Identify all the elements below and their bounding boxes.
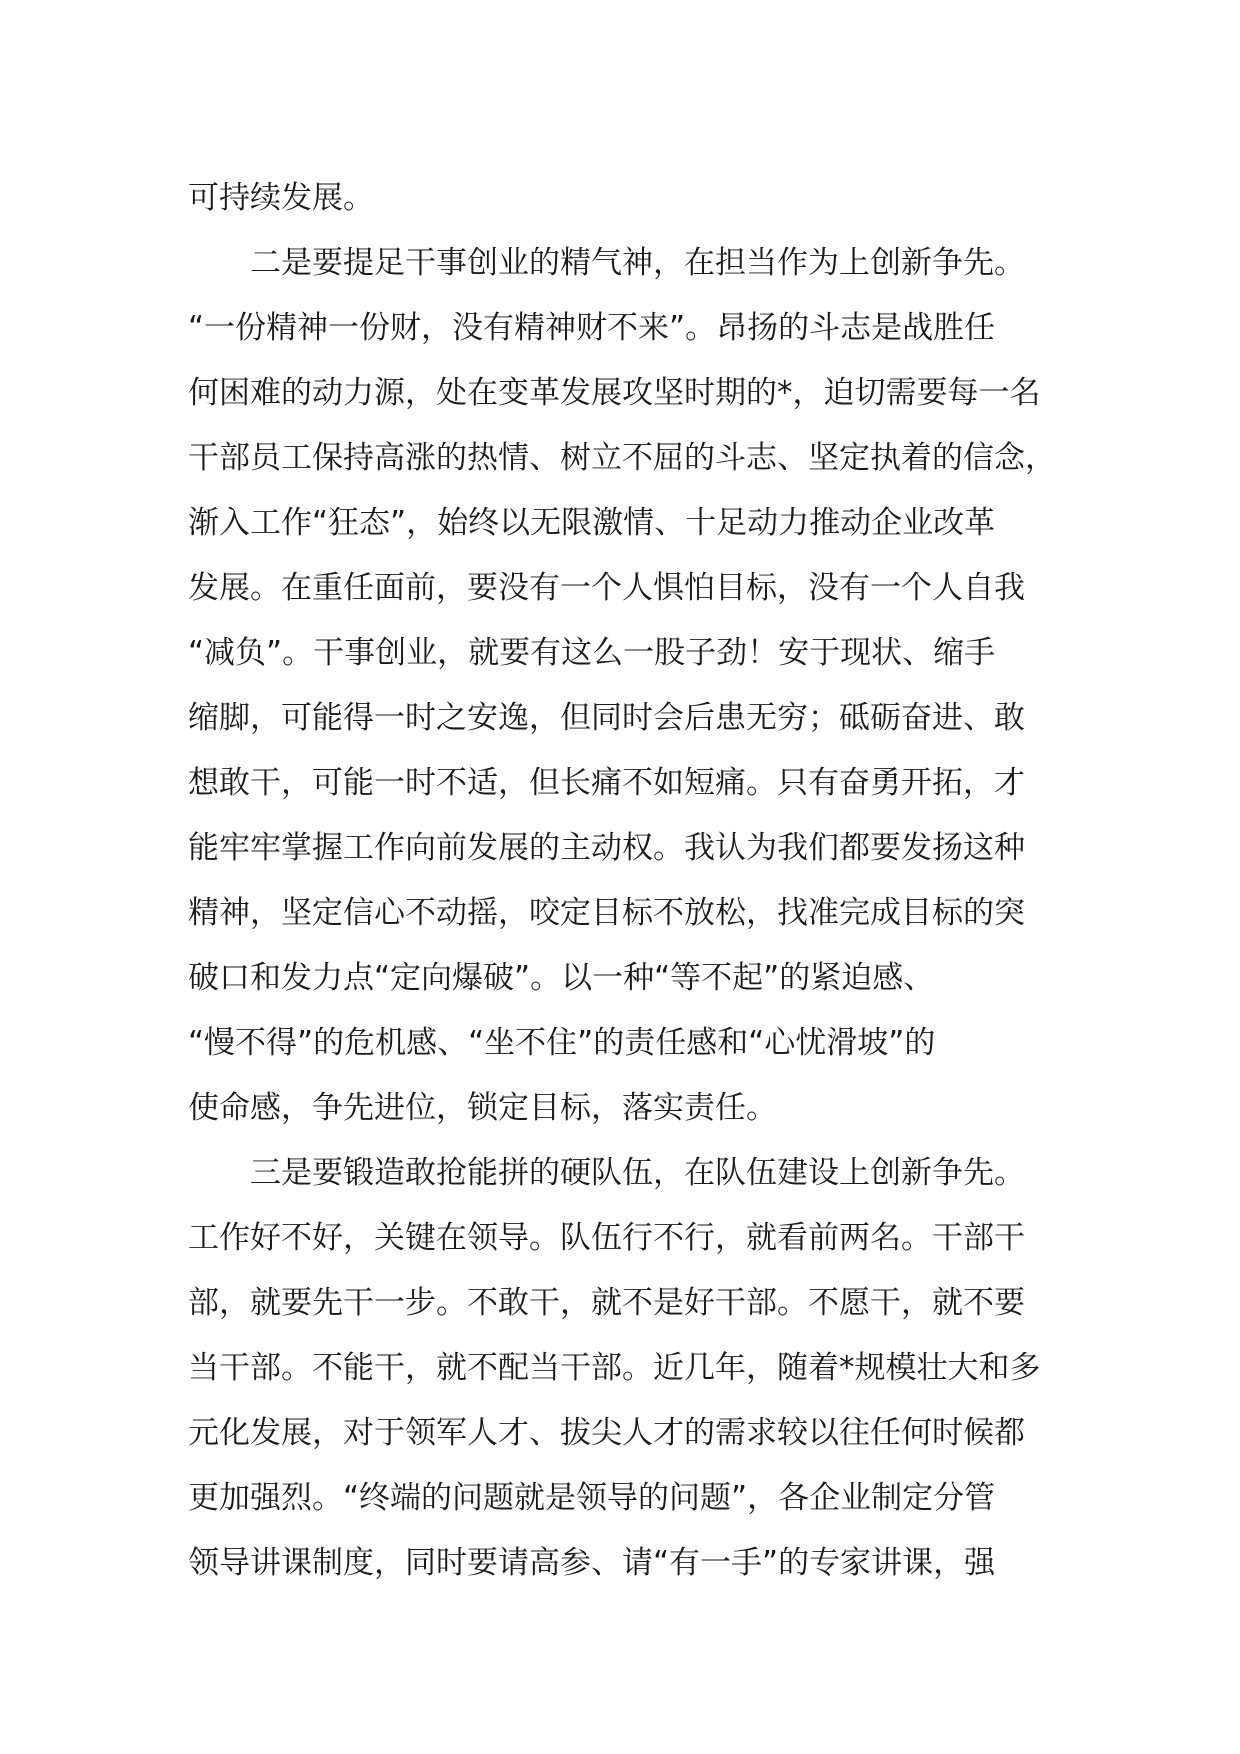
text-line: 工作好不好，关键在领导。队伍行不行，就看前两名。干部干 [188,1220,1025,1256]
text-line: 使命感，争先进位，锁定目标，落实责任。 [188,1090,777,1126]
text-line: 发展。在重任面前，要没有一个人惧怕目标，没有一个人自我 [188,570,1025,606]
text-line: 能牢牢掌握工作向前发展的主动权。我认为我们都要发扬这种 [188,830,1025,866]
text-line: “慢不得”的危机感、“坐不住”的责任感和“心忧滑坡”的 [188,1025,936,1061]
text-line: 当干部。不能干，就不配当干部。近几年，随着*规模壮大和多 [188,1350,1041,1386]
text-line: 想敢干，可能一时不适，但长痛不如短痛。只有奋勇开拓，才 [188,765,1025,801]
text-line: 渐入工作“狂态”，始终以无限激情、十足动力推动企业改革 [188,505,996,541]
text-line: 干部员工保持高涨的热情、树立不屈的斗志、坚定执着的信念， [188,440,1056,476]
text-line: “减负”。干事创业，就要有这么一股子劲！安于现状、缩手 [188,635,996,671]
text-line: 领导讲课制度，同时要请高参、请“有一手”的专家讲课，强 [188,1545,996,1581]
text-line: 精神，坚定信心不动摇，咬定目标不放松，找准完成目标的突 [188,895,1025,931]
text-line: 何困难的动力源，处在变革发展攻坚时期的*，迫切需要每一名 [188,375,1041,411]
paragraph-first-line: 二是要提足干事创业的精气神，在担当作为上创新争先。 [250,245,1025,281]
document-body [188,166,1088,1596]
text-line: 部，就要先干一步。不敢干，就不是好干部。不愿干，就不要 [188,1285,1025,1321]
text-line: 破口和发力点“定向爆破”。以一种“等不起”的紧迫感、 [188,960,935,996]
text-line: 更加强烈。“终端的问题就是领导的问题”，各企业制定分管 [188,1480,996,1516]
text-line: “一份精神一份财，没有精神财不来”。昂扬的斗志是战胜任 [188,310,996,346]
text-line: 可持续发展。 [188,180,374,216]
text-line: 元化发展，对于领军人才、拔尖人才的需求较以往任何时候都 [188,1415,1025,1451]
text-line: 缩脚，可能得一时之安逸，但同时会后患无穷；砥砺奋进、敢 [188,700,1025,736]
paragraph-first-line: 三是要锻造敢抢能拼的硬队伍，在队伍建设上创新争先。 [250,1155,1025,1191]
